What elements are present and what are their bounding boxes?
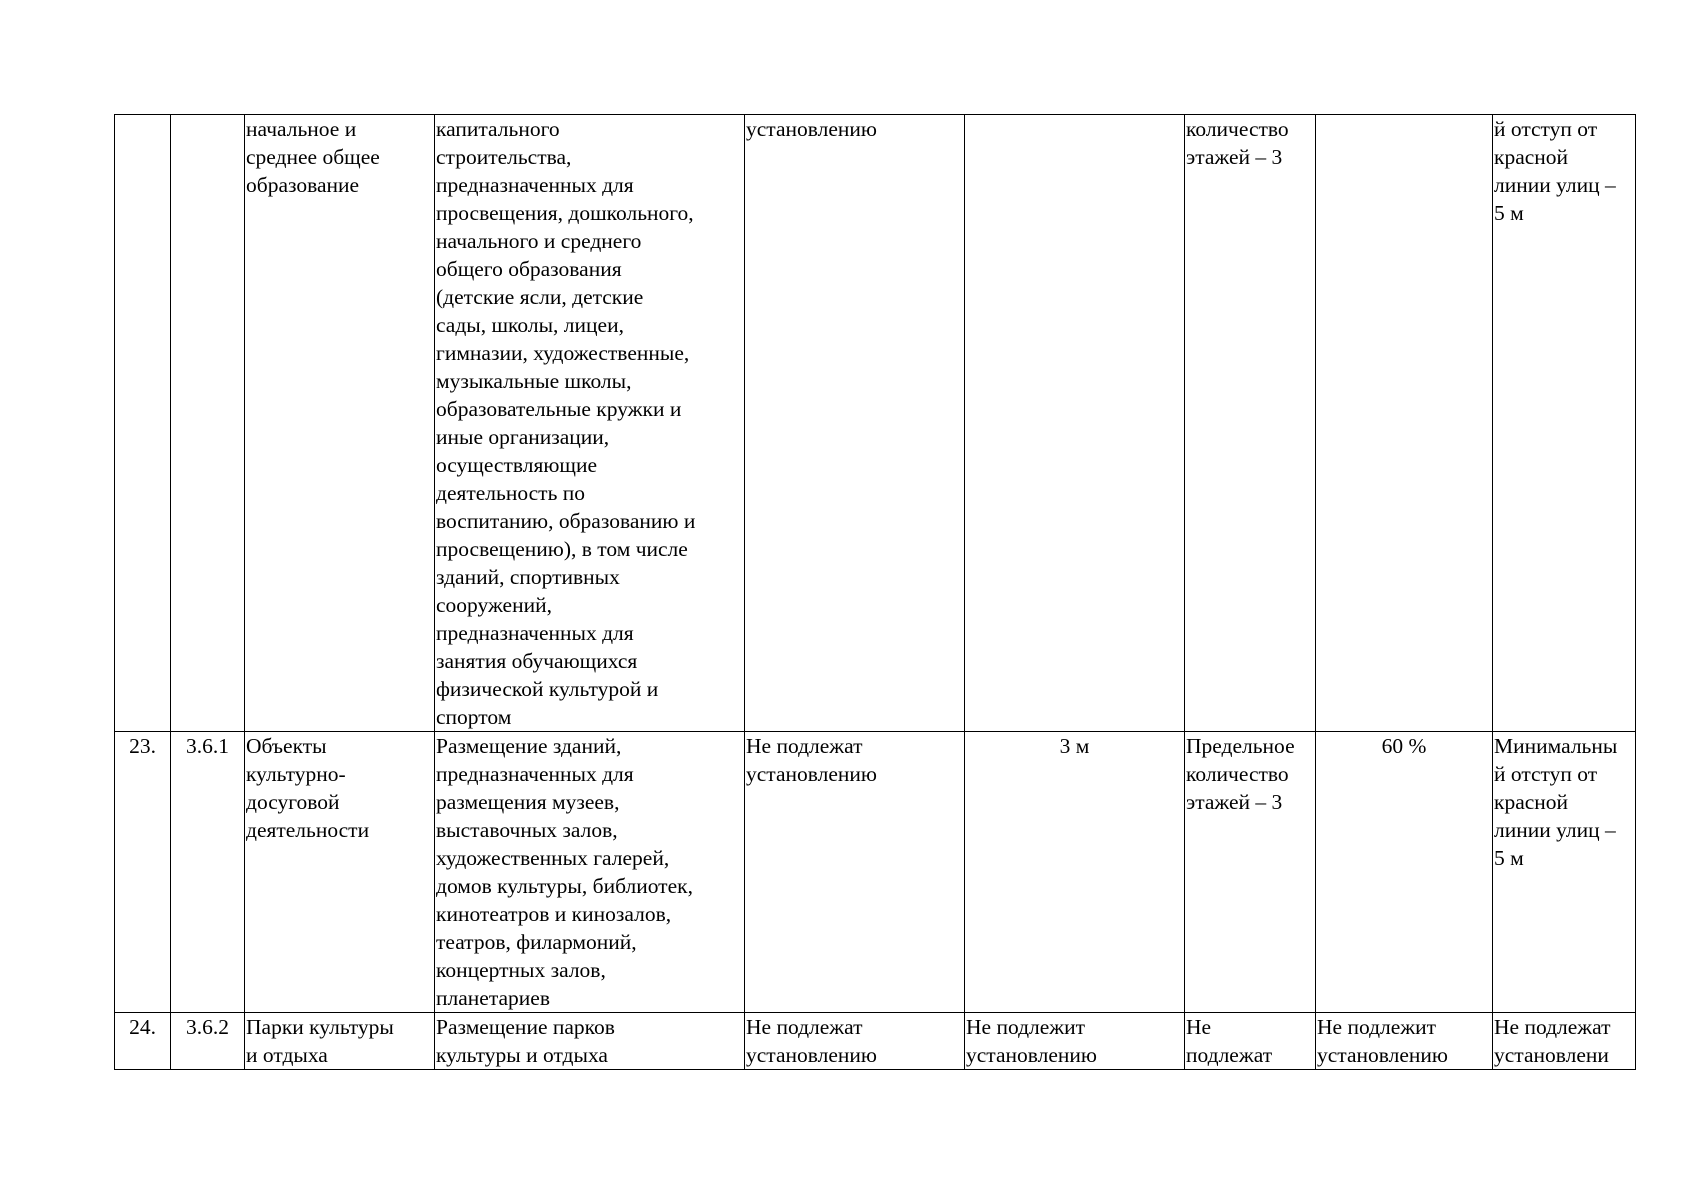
table-row — [115, 732, 1636, 1013]
cell-setback — [965, 115, 1185, 732]
row-number: 24. — [115, 1013, 171, 1070]
use-name: Парки культуры и отдыха — [245, 1013, 435, 1070]
table-row — [115, 115, 1636, 732]
cell-coverage — [1316, 115, 1493, 732]
use-name: Объекты культурно- досуговой деятельности — [245, 732, 435, 1013]
cell-other: й отступ от красной линии улиц – 5 м — [1493, 115, 1636, 732]
row-number — [115, 115, 171, 732]
use-description: Размещение зданий, предназначенных для размещения музеев, выставочных залов, художественных галерей, домов культуры, библиотек, кинотеатров и кинозалов, театров, филармоний, концертных залов, планетариев — [435, 732, 745, 1013]
cell-coverage: Не подлежит установлению — [1316, 1013, 1493, 1070]
document-table — [114, 114, 1636, 1070]
row-number: 23. — [115, 732, 171, 1013]
table-row — [115, 1013, 1636, 1070]
row-code: 3.6.1 — [171, 732, 245, 1013]
cell-coverage: 60 % — [1316, 732, 1493, 1013]
cell-floors: Предельное количество этажей – 3 — [1185, 732, 1316, 1013]
cell-setback: Не подлежит установлению — [965, 1013, 1185, 1070]
row-code — [171, 115, 245, 732]
row-code: 3.6.2 — [171, 1013, 245, 1070]
cell-setback: 3 м — [965, 732, 1185, 1013]
use-description: капитального строительства, предназначенных для просвещения, дошкольного, начального и среднего общего образования (детские ясли, детские сады, школы, лицеи, гимназии, художественные, музыкальные школы, образовательные кружки и иные организации, осуществляющие деятельность по воспитанию, образованию и просвещению), в том числе зданий, спортивных сооружений, предназначенных для занятия обучающихся физической культурой и спортом — [435, 115, 745, 732]
cell-other: Не подлежат установлени — [1493, 1013, 1636, 1070]
cell-plot-size: Не подлежат установлению — [745, 1013, 965, 1070]
cell-other: Минимальны й отступ от красной линии улиц – 5 м — [1493, 732, 1636, 1013]
cell-floors: Не подлежат — [1185, 1013, 1316, 1070]
cell-plot-size: Не подлежат установлению — [745, 732, 965, 1013]
cell-plot-size: установлению — [745, 115, 965, 732]
cell-floors: количество этажей – 3 — [1185, 115, 1316, 732]
use-name: начальное и среднее общее образование — [245, 115, 435, 732]
use-description: Размещение парков культуры и отдыха — [435, 1013, 745, 1070]
